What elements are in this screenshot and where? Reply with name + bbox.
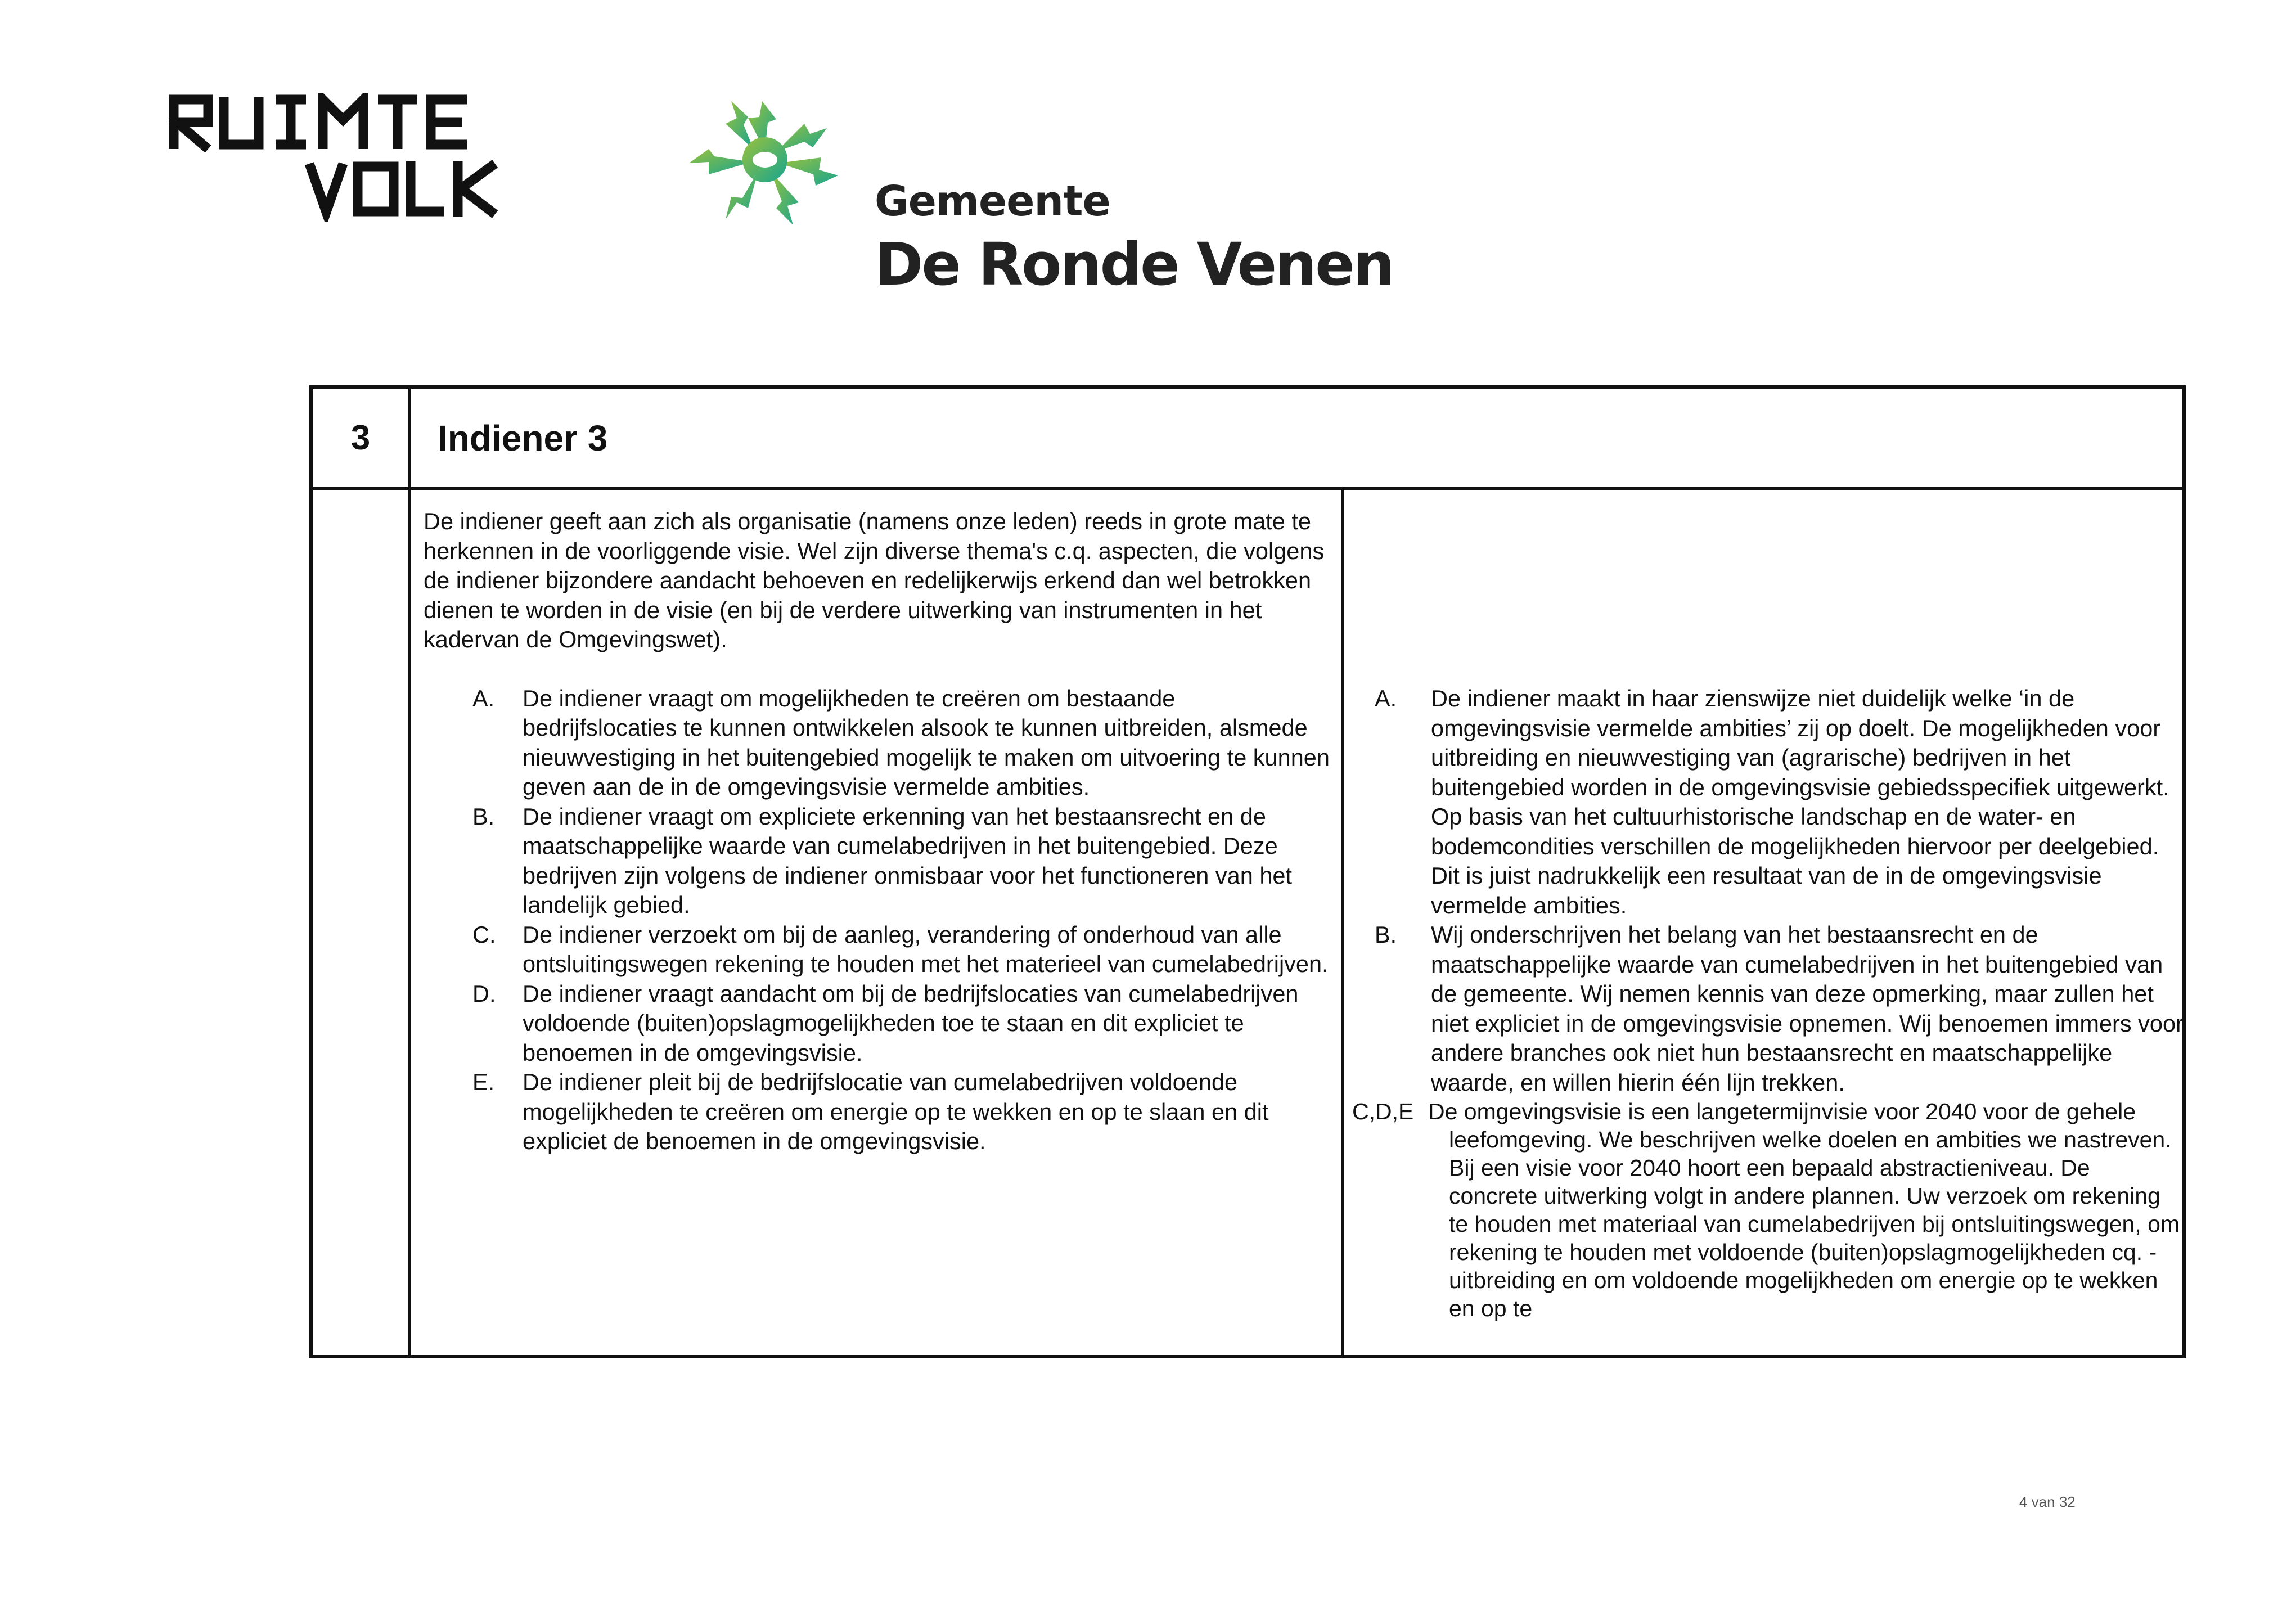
list-item bbox=[424, 979, 1335, 1068]
list-text: De indiener vraagt aandacht om bij de bedrijfslocaties van cumelabedrijven voldoende (buiten)opslagmogelijkheden toe te staan en dit expliciet te benoemen in de omgevingsvisie. bbox=[523, 980, 1299, 1066]
submission-intro: De indiener geeft aan zich als organisatie (namens onze leden) reeds in grote mate te herkennen in de voorliggende visie. Wel zijn diverse thema's c.q. aspecten, die volgens de indiener bijzondere aandacht behoeven en redelijkerwijs erkend dan wel betrokken dienen te worden in de visie (en bij de verdere uitwerking van instrumenten in het kadervan de Omgevingswet). bbox=[424, 508, 1325, 652]
list-text: De indiener pleit bij de bedrijfslocatie van cumelabedrijven voldoende mogelijkheden te creëren om energie op te wekken en op te slaan en dit expliciet de benoemen in de omgevingsvisie. bbox=[523, 1069, 1269, 1154]
list-marker: B. bbox=[472, 803, 495, 830]
star-compass-icon bbox=[652, 96, 877, 264]
list-item bbox=[424, 1068, 1335, 1156]
list-marker: A. bbox=[472, 685, 495, 712]
column-divider bbox=[408, 389, 411, 1355]
list-item bbox=[424, 684, 1335, 802]
list-item bbox=[424, 920, 1335, 979]
gemeente-logo bbox=[652, 96, 1393, 299]
list-marker: C. bbox=[472, 921, 496, 948]
list-item bbox=[424, 802, 1335, 920]
page-number: 4 van 32 bbox=[2019, 1493, 2076, 1510]
list-marker: D. bbox=[472, 980, 496, 1007]
list-marker: A. bbox=[1375, 685, 1397, 712]
list-text: De indiener verzoekt om bij de aanleg, verandering of onderhoud van alle ontsluitingswegen rekening te houden met het materieel van cumelabedrijven. bbox=[523, 921, 1329, 977]
ruimtevolk-logo bbox=[169, 93, 562, 222]
list-text: De indiener vraagt om expliciete erkenning van het bestaansrecht en de maatschappelijke waarde van cumelabedrijven in het buitengebied. Deze bedrijven zijn volgens de indiener onmisbaar voor het functioneren van het landelijk gebied. bbox=[523, 803, 1293, 918]
submission-table bbox=[309, 385, 2186, 1358]
list-marker: B. bbox=[1375, 921, 1397, 948]
response-item bbox=[1352, 684, 2185, 920]
column-divider bbox=[1341, 490, 1344, 1355]
list-text: De indiener vraagt om mogelijkheden te creëren om bestaande bedrijfslocaties te kunnen ontwikkelen alsook te kunnen uitbreiden, alsmede nieuwvestiging in het buitengebied mogelijk te maken om uitvoering te kunnen geven aan de in de omgevingsvisie vermelde ambities. bbox=[523, 685, 1330, 800]
gemeente-label: Gemeente bbox=[875, 177, 1110, 226]
gemeente-wordmark bbox=[875, 177, 1393, 299]
response-text: De indiener maakt in haar zienswijze niet duidelijk welke ‘in de omgevingsvisie vermelde ambities’ zij op doelt. De mogelijkheden voor uitbreiding en nieuwvestiging van (agrarische) bedrijven in het buitengebied worden in de omgevingsvisie gebiedsspecifiek uitgewerkt. Op basis van het cultuurhistorische landschap en de water- en bodemcondities verschillen de mogelijkheden hiervoor per deelgebied. Dit is juist nadrukkelijk een resultaat van de in de omgevingsvisie vermelde ambities. bbox=[1431, 685, 2169, 919]
municipality-name: De Ronde Venen bbox=[875, 230, 1393, 299]
table-header-row bbox=[313, 389, 2182, 490]
response-text: Wij onderschrijven het belang van het bestaansrecht en de maatschappelijke waarde van cumelabedrijven in het buitengebied van de gemeente. Wij nemen kennis van deze opmerking, maar zullen het niet expliciet in de omgevingsvisie opnemen. Wij benoemen immers voor andere branches ook niet hun bestaansrecht en maatschappelijke waarde, en willen hierin één lijn trekken. bbox=[1431, 921, 2184, 1096]
list-marker: E. bbox=[472, 1069, 495, 1095]
submission-points bbox=[424, 684, 1335, 1156]
response-content bbox=[1352, 684, 2185, 1322]
response-item bbox=[1352, 1097, 2185, 1322]
response-text: De omgevingsvisie is een langetermijnvisie voor 2040 voor de gehele leefomgeving. We beschrijven welke doelen en ambities we nastreven. Bij een visie voor 2040 hoort een bepaald abstractieniveau. De concrete uitwerking volgt in andere plannen. Uw verzoek om rekening te houden met materiaal van cumelabedrijven bij ontsluitingswegen, om rekening te houden met voldoende (buiten)opslagmogelijkheden cq. -uitbreiding en om voldoende mogelijkheden om energie op te wekken en op te bbox=[1428, 1099, 2180, 1321]
list-marker: C,D,E bbox=[1352, 1099, 1414, 1124]
submission-content bbox=[424, 507, 1335, 1156]
response-item bbox=[1352, 920, 2185, 1097]
submission-number: 3 bbox=[350, 418, 371, 457]
submission-title: Indiener 3 bbox=[438, 417, 608, 458]
